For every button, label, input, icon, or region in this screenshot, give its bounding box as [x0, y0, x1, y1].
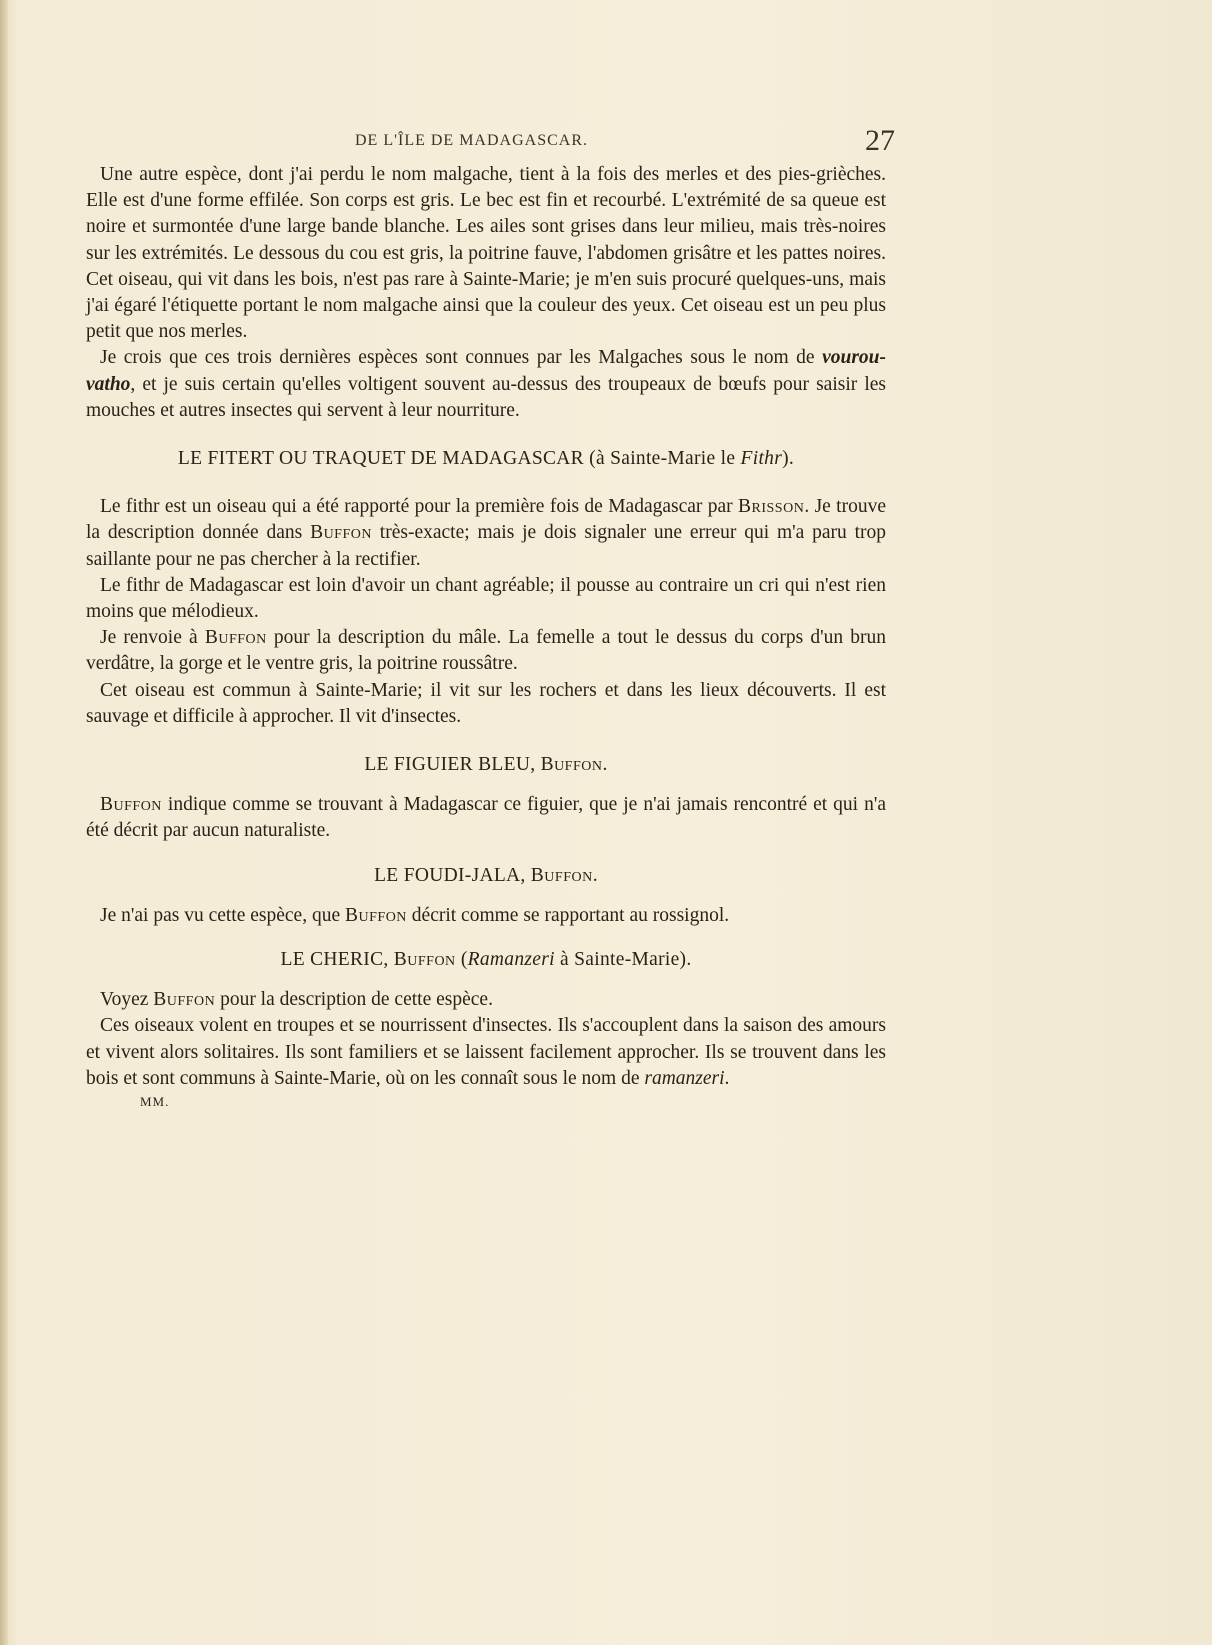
catchword: MM.	[140, 1094, 170, 1110]
text-run: . Je trouve la description donnée dans	[86, 496, 886, 544]
text-run: pour la description du mâle. La femelle a tout le dessus du corps d'un brun verdâtre, la gorge et le ventre gris, la poitrine roussâtre.	[86, 627, 886, 675]
malagasy-term: ramanzeri	[644, 1067, 725, 1089]
text-run: très-exacte; mais je dois signaler une erreur qui m'a paru trop saillante pour ne pas chercher à la rectifier.	[86, 522, 886, 570]
heading-text: (	[455, 949, 468, 971]
author-name: Buffon	[153, 989, 216, 1011]
heading-text: LE FITERT OU TRAQUET DE MADAGASCAR (à Sainte-Marie le	[177, 448, 741, 470]
running-head: DE L'ÎLE DE MADAGASCAR.	[355, 132, 588, 149]
text-run: Ces oiseaux volent en troupes et se nourrissent d'insectes. Ils s'accouplent dans la saison des amours et vivent alors solitaires. Ils sont familiers et se laissent facilement approcher. Ils se trouvent dans les bois et sont communs à Sainte-Marie, où on les connaît sous le nom de	[86, 1015, 886, 1089]
text-run: , et je suis certain qu'elles voltigent souvent au-dessus des troupeaux de bœufs pour saisir les mouches et autres insectes qui servent à leur nourriture.	[86, 373, 886, 421]
page-number: 27	[865, 124, 895, 157]
paragraph-intro-2	[86, 345, 886, 424]
paragraph-fitert-2: Le fithr de Madagascar est loin d'avoir un chant agréable; il pousse au contraire un cri qui n'est rien moins que mélodieux.	[86, 574, 886, 623]
paragraph-intro-1: Une autre espèce, dont j'ai perdu le nom malgache, tient à la fois des merles et des pies-grièches. Elle est d'une forme effilée. Son corps est gris. Le bec est fin et recourbé. L'extrémité de sa queue est noire et surmontée d'une large bande blanche. Les ailes sont grises dans leur milieu, mais très-noires sur les extrémités. Le dessous du cou est gris, la poitrine fauve, l'abdomen grisâtre et les pattes noires. Cet oiseau, qui vit dans les bois, n'est pas rare à Sainte-Marie; je m'en suis procuré quelques-uns, mais j'ai égaré l'étiquette portant le nom malgache ainsi que la couleur des yeux. Cet oiseau est un peu plus petit que nos merles.	[86, 164, 886, 343]
heading-text: .	[602, 754, 608, 776]
heading-cheric	[86, 947, 886, 973]
text-run: Je crois que ces trois dernières espèces sont connues par les Malgaches sous le nom de	[100, 347, 823, 369]
author-name: Buffon	[540, 754, 603, 776]
paragraph-cheric-2	[86, 1013, 886, 1092]
text-run: pour la description de cette espèce.	[215, 989, 493, 1011]
paragraph-fitert-1	[86, 494, 886, 573]
heading-text: ).	[782, 448, 795, 470]
author-name: Buffon	[530, 864, 593, 886]
text-run: décrit comme se rapportant au rossignol.	[406, 904, 730, 926]
heading-text: LE CHERIC,	[280, 949, 394, 971]
heading-text: .	[592, 864, 598, 886]
heading-text: LE FOUDI-JALA,	[374, 864, 531, 886]
paragraph-figuier-1	[86, 792, 886, 844]
paragraph-fitert-4: Cet oiseau est commun à Sainte-Marie; il vit sur les rochers et dans les lieux découverts. Il est sauvage et difficile à approcher. Il vit d'insectes.	[86, 679, 886, 727]
heading-fitert	[86, 446, 886, 472]
malagasy-term: Fithr	[740, 448, 783, 470]
malagasy-term: Ramanzeri	[467, 949, 555, 971]
text-run: Le fithr est un oiseau qui a été rapporté pour la première fois de Madagascar par	[100, 496, 739, 518]
text-run: .	[724, 1067, 730, 1089]
author-name: Buffon	[310, 522, 372, 544]
paragraph-cheric-1	[86, 987, 886, 1013]
heading-text: LE FIGUIER BLEU,	[364, 754, 541, 776]
text-run: Je n'ai pas vu cette espèce, que	[100, 904, 345, 926]
text-run: Je renvoie à	[100, 627, 205, 649]
page-header	[355, 124, 895, 158]
author-name: Buffon	[393, 949, 456, 971]
author-name: Buffon	[345, 904, 407, 926]
body-text	[86, 162, 886, 1112]
heading-foudi	[86, 863, 886, 889]
heading-figuier	[86, 752, 886, 778]
paragraph-fitert-3	[86, 625, 886, 677]
author-name: Buffon	[100, 794, 162, 816]
malagasy-term: vourou-vatho	[86, 347, 886, 395]
text-run: indique comme se trouvant à Madagascar ce figuier, que je n'ai jamais rencontré et qui n'a été décrit par aucun naturaliste.	[86, 794, 886, 842]
author-name: Brisson	[738, 496, 805, 518]
binding-edge	[0, 0, 8, 1645]
text-run: Voyez	[100, 989, 154, 1011]
paragraph-foudi-1	[86, 903, 886, 929]
heading-text: à Sainte-Marie).	[554, 949, 692, 971]
author-name: Buffon	[204, 627, 267, 649]
